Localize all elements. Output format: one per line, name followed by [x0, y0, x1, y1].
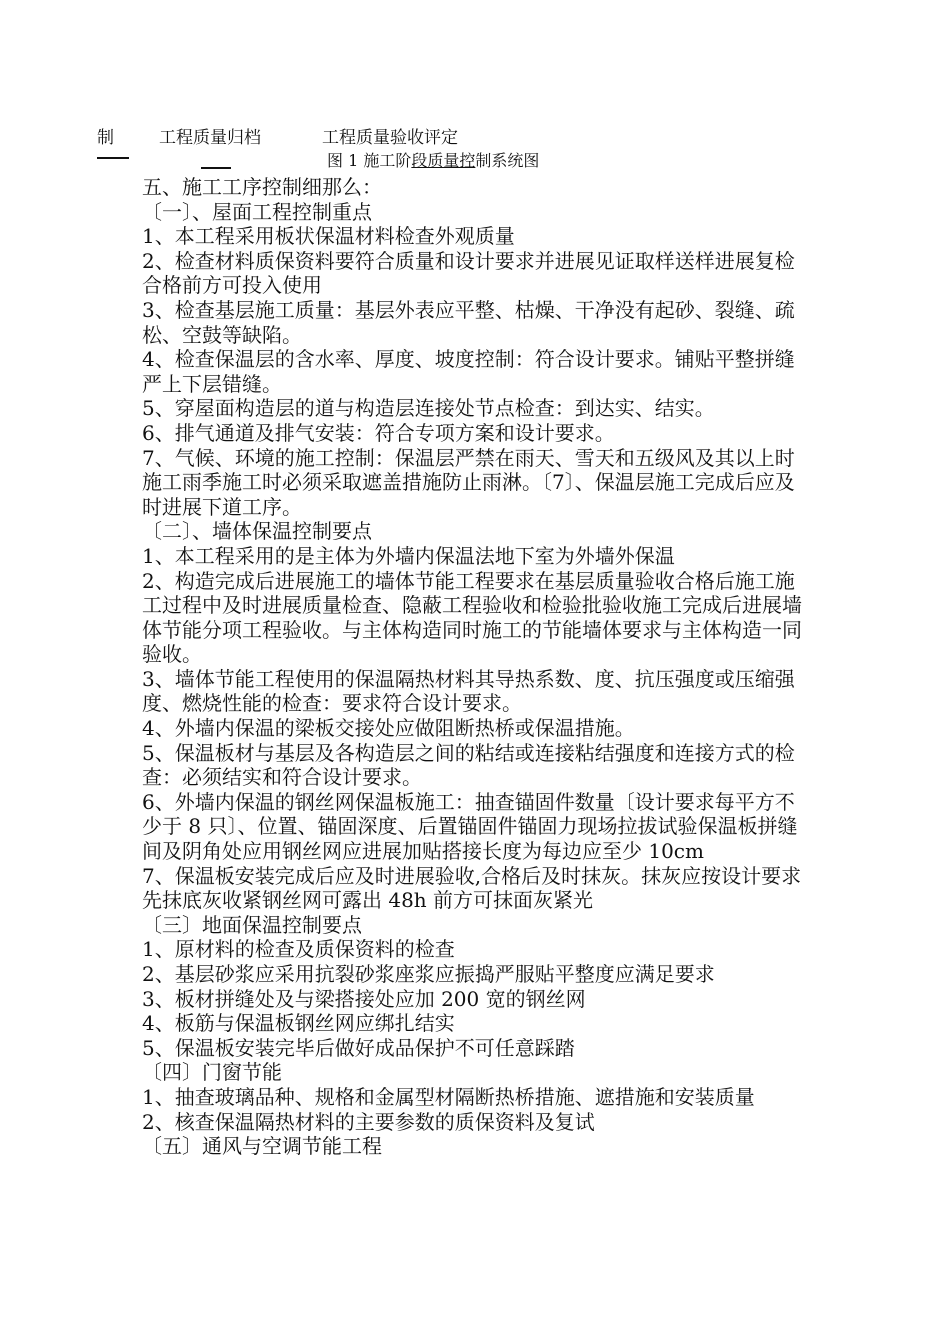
- diagram-label-zhi: 制: [97, 128, 114, 148]
- subsection-heading: 〔一〕、屋面工程控制重点: [142, 199, 372, 224]
- paragraph: 6、排气通道及排气安装：符合专项方案和设计要求。: [142, 420, 615, 445]
- paragraph: 5、保温板材与基层及各构造层之间的粘结或连接粘结强度和连接方式的检查：必须结实和符合设计要求。: [142, 740, 795, 790]
- paragraph: 1、原材料的检查及质保资料的检查: [142, 937, 455, 962]
- subsection-heading: 〔三〕地面保温控制要点: [142, 912, 362, 937]
- diagram-label-archive: 工程质量归档: [159, 128, 261, 148]
- paragraph: 4、板筋与保温板钢丝网应绑扎结实: [142, 1011, 455, 1036]
- paragraph: 5、保温板安装完毕后做好成品保护不可任意踩踏: [142, 1035, 575, 1060]
- paragraph: 7、保温板安装完成后应及时进展验收,合格后及时抹灰。抹灰应按设计要求先抹底灰收紧钢丝网可露出 48h 前方可抹面灰紧光: [142, 863, 802, 913]
- caption-part-1: 图 1 施工阶: [327, 151, 412, 170]
- paragraph: 6、外墙内保温的钢丝网保温板施工：抽查锚固件数量〔设计要求每平方不少于 8 只〕、位置、锚固深度、后置锚固件锚固力现场拉拔试验保温板拼缝间及阴角处应用钢丝网应进展加贴搭接长度为每边应至少 10cm: [142, 789, 798, 864]
- paragraph: 1、本工程采用板状保温材料检查外观质量: [142, 224, 515, 249]
- paragraph: 1、抽查玻璃品种、规格和金属型材隔断热桥措施、遮措施和安装质量: [142, 1084, 755, 1109]
- document-body: [142, 175, 808, 1159]
- subsection-heading: 〔四〕门窗节能: [142, 1060, 282, 1085]
- diagram-label-acceptance: 工程质量验收评定: [322, 128, 458, 148]
- paragraph: 4、外墙内保温的梁板交接处应做阻断热桥或保温措施。: [142, 716, 635, 741]
- paragraph: 2、检查材料质保资料要符合质量和设计要求并进展见证取样送样进展复检合格前方可投入使用: [142, 248, 795, 298]
- paragraph: 3、检查基层施工质量：基层外表应平整、枯燥、干净没有起砂、裂缝、疏松、空鼓等缺陷。: [142, 297, 795, 347]
- paragraph: 7、气候、环境的施工控制：保温层严禁在雨天、雪天和五级风及其以上时施工雨季施工时必须采取遮盖措施防止雨淋。〔7〕、保温层施工完成后应及时进展下道工序。: [142, 445, 795, 519]
- caption-part-3: 制系统图: [475, 151, 540, 170]
- paragraph: 2、构造完成后进展施工的墙体节能工程要求在基层质量验收合格后施工施工过程中及时进展质量检查、隐蔽工程验收和检验批验收施工完成后进展墙体节能分项工程验收。与主体构造同时施工的节能墙体要求与主体构造一同验收。: [142, 568, 802, 667]
- diagram-line-left: [97, 157, 129, 159]
- caption-part-2: 段质量控: [411, 151, 476, 170]
- subsection-heading: 〔二〕、墙体保温控制要点: [142, 519, 372, 544]
- section-heading: 五、施工工序控制细那么：: [142, 175, 382, 199]
- paragraph: 1、本工程采用的是主体为外墙内保温法地下室为外墙外保温: [142, 543, 675, 568]
- paragraph: 3、板材拼缝处及与梁搭接处应加 200 宽的钢丝网: [142, 986, 586, 1011]
- paragraph: 3、墙体节能工程使用的保温隔热材料其导热系数、度、抗压强度或压缩强度、燃烧性能的检查：要求符合设计要求。: [142, 666, 795, 716]
- subsection-heading: 〔五〕通风与空调节能工程: [142, 1134, 382, 1159]
- paragraph: 4、检查保温层的含水率、厚度、坡度控制：符合设计要求。铺贴平整拼缝严上下层错缝。: [142, 347, 795, 396]
- paragraph: 5、穿屋面构造层的道与构造层连接处节点检查：到达实、结实。: [142, 396, 715, 421]
- diagram-line-middle: [201, 167, 231, 169]
- paragraph: 2、核查保温隔热材料的主要参数的质保资料及复试: [142, 1109, 595, 1134]
- figure-caption: [327, 151, 539, 171]
- paragraph: 2、基层砂浆应采用抗裂砂浆座浆应振捣严服贴平整度应满足要求: [142, 962, 715, 986]
